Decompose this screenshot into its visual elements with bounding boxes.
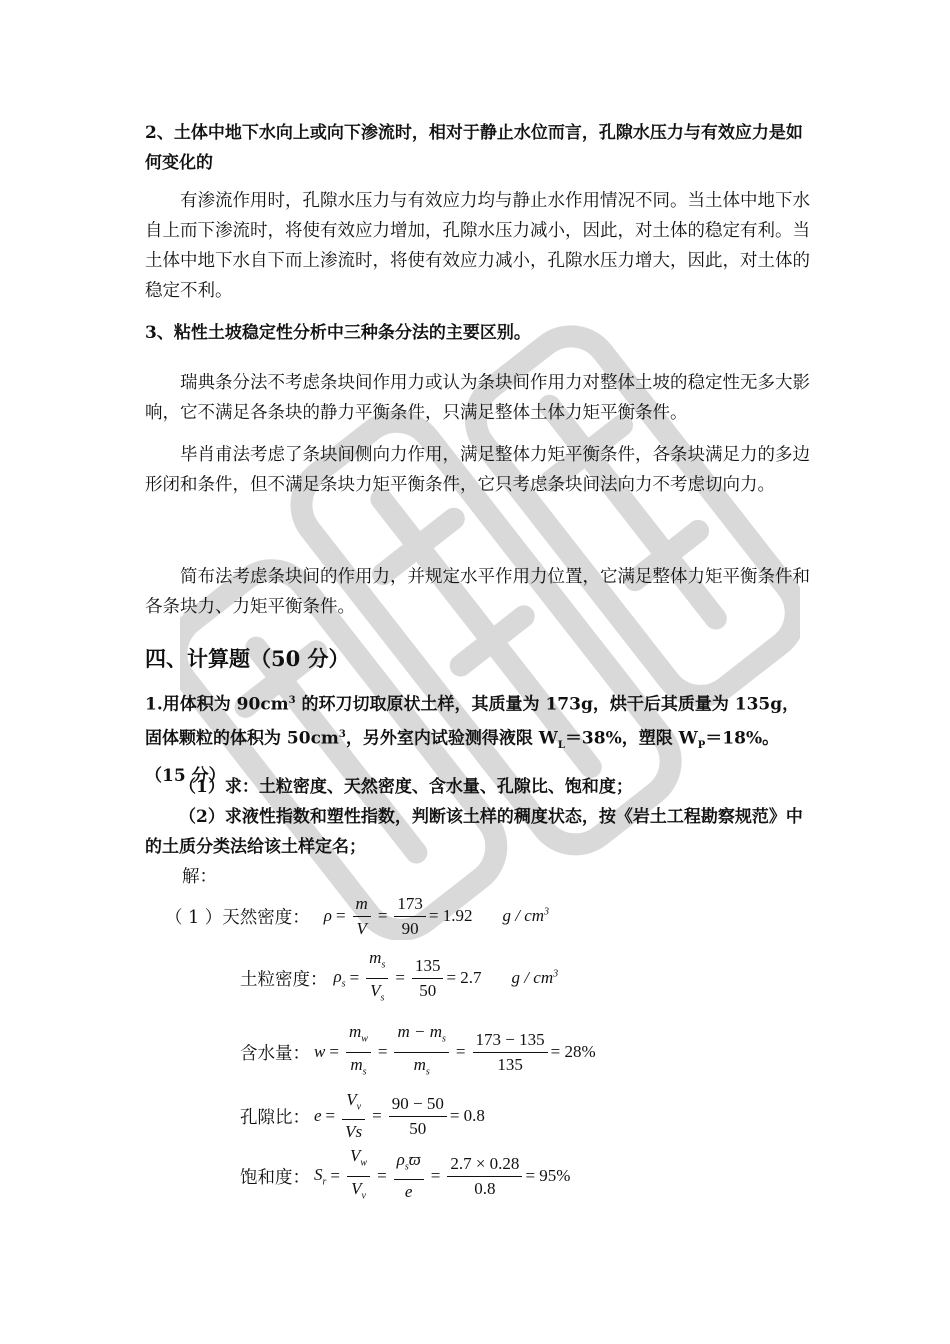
equation-natural-density: （ 1 ） 天然密度： ρ = $\frac{m}{V}$ = $\frac{173}{90}$ = 1.92 g / $cm^3$ (165, 893, 550, 938)
problem-1-stem: 1.用体积为 $90cm^3$ 的环刀切取原状土样，其质量为 173g，烘干后其质量为 135g，固体颗粒的体积为 $50cm^3$，另外室内试验测得液限 $W_L=38\%$，塑限 $W_P=18\%$。（15 分） (145, 694, 800, 786)
equation-water-content: 含水量： w = $\frac{m_w}{m_s}$ = $\frac{m - m_s}{m_s}$ = $\frac{173 - 135}{135}$ = 28% (240, 1022, 596, 1077)
question-3-paragraph-2: 毕肖甫法考虑了条块间侧向力作用，满足整体力矩平衡条件，各条块满足力的多边形闭和条件，但不满足条块力矩平衡条件，它只考虑条块间法向力不考虑切向力。 (145, 445, 810, 495)
question-3-paragraph-1: 瑞典条分法不考虑条块间作用力或认为条块间作用力对整体土坡的稳定性无多大影响，它不满足各条块的静力平衡条件，只满足整体土体力矩平衡条件。 (145, 373, 810, 423)
question-3-title: 3、粘性土坡稳定性分析中三种条分法的主要区别。 (145, 323, 531, 343)
equation-particle-density: 土粒密度： $\rho_s$ = $\frac{m_s}{V_s}$ = $\frac{135}{50}$ = 2.7 g / $cm^3$ (240, 948, 559, 1003)
question-2-answer: 有渗流作用时，孔隙水压力与有效应力均与静止水作用情况不同。当土体中地下水自上而下渗流时，将使有效应力增加，孔隙水压力减小，因此，对土体的稳定有利。当土体中地下水自下而上渗流时，将使有效应力减小，孔隙水压力增大，因此，对土体的稳定不利。 (145, 191, 810, 301)
question-2-title: 2、土体中地下水向上或向下渗流时，相对于静止水位而言，孔隙水压力与有效应力是如何变化的 (145, 123, 803, 173)
equation-void-ratio: 孔隙比： e = $\frac{V_v}{Vs}$ = $\frac{90 - 50}{50}$ = 0.8 (240, 1089, 485, 1142)
problem-1-part-1: （1）求：土粒密度、天然密度、含水量、孔隙比、饱和度； (179, 777, 633, 797)
equation-saturation: 饱和度： $S_r$ = $\frac{V_w}{V_v}$ = $\frac{\rho_sϖ}{e}$ = $\frac{2.7 \times 0.28}{0.8}$ = 95% (240, 1146, 571, 1202)
question-3-paragraph-3: 简布法考虑条块间的作用力，并规定水平作用力位置，它满足整体力矩平衡条件和各条块力、力矩平衡条件。 (145, 567, 810, 617)
solution-label: 解： (182, 867, 217, 887)
section-title: 四、计算题（50 分） (145, 646, 350, 671)
problem-1-part-2: （2）求液性指数和塑性指数，判断该土样的稠度状态，按《岩土工程勘察规范》中的土质分类法给该土样定名； (145, 807, 803, 857)
